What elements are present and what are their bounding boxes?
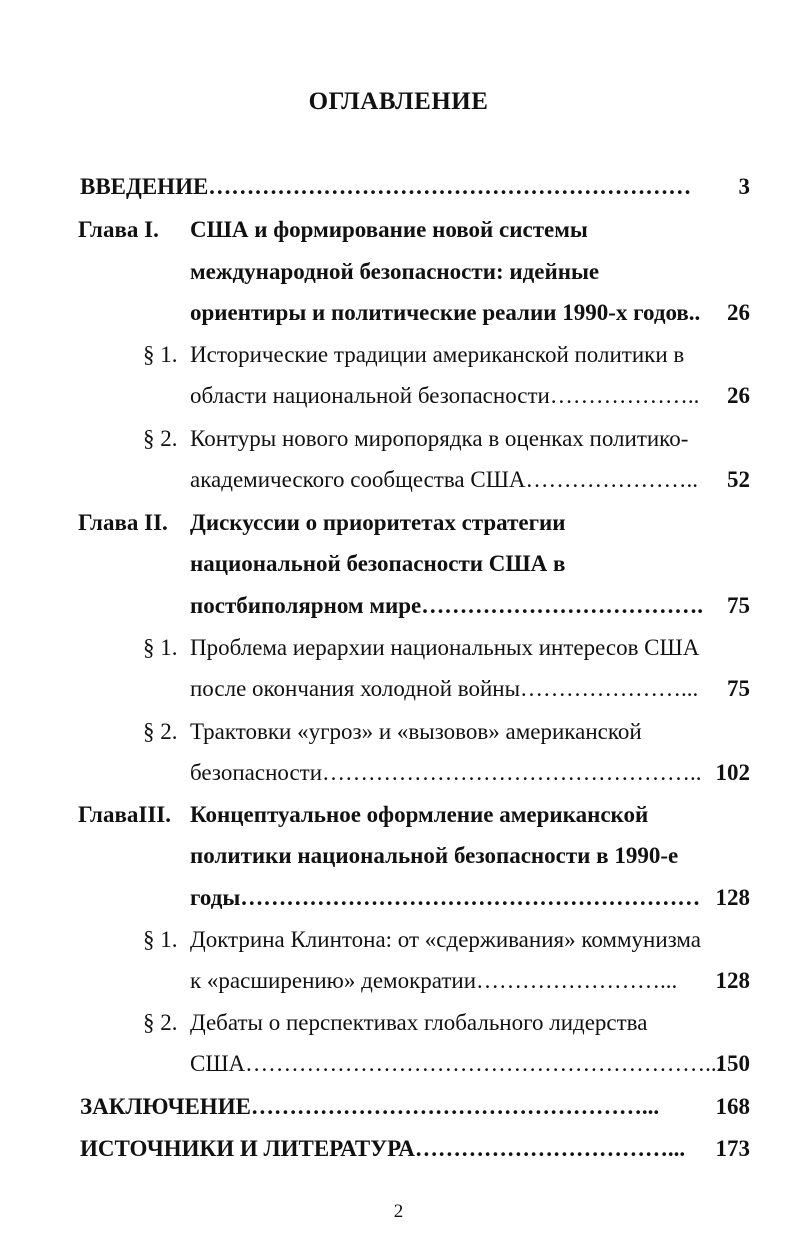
introduction-page: 3: [738, 174, 750, 199]
section-label: § 1.: [143, 927, 178, 952]
conclusion-text: ЗАКЛЮЧЕНИЕ……………………………………………...: [80, 1094, 660, 1119]
section-page: 26: [727, 383, 750, 408]
chapter-3-title-line-2: политики национальной безопасности в 1990-е: [190, 843, 679, 868]
section-title-line-2: к «расширению» демократии……………………...: [190, 968, 678, 993]
section-label: § 2.: [143, 426, 178, 451]
page-title: ОГЛАВЛЕНИЕ: [308, 88, 489, 115]
chapter-3-label: ГлаваIII.: [78, 802, 171, 827]
chapter-1-title-line-3: ориентиры и политические реалии 1990-х годов..: [190, 300, 701, 325]
section-title-line-1: Дебаты о перспективах глобального лидерства: [190, 1010, 648, 1035]
chapter-2-label: Глава II.: [78, 510, 168, 535]
section-title-line-2: после окончания холодной войны…………………...: [190, 676, 699, 701]
chapter-1-title-line-2: международной безопасности: идейные: [190, 259, 600, 284]
section-page: 128: [715, 968, 750, 993]
section-page: 150: [715, 1051, 750, 1076]
page-number: 2: [393, 1201, 404, 1222]
chapter-2-title-line-3: постбиполярном мире……………………………….: [190, 593, 703, 618]
section-title-line-1: Контуры нового миропорядка в оценках политико-: [190, 426, 689, 451]
section-title-line-1: Трактовки «угроз» и «вызовов» американской: [190, 719, 642, 744]
section-label: § 1.: [143, 635, 178, 660]
conclusion-page: 168: [715, 1094, 750, 1119]
section-title-line-2: США……………………………………………………...: [190, 1051, 723, 1076]
chapter-2-page: 75: [727, 593, 750, 618]
section-title-line-1: Проблема иерархии национальных интересов США: [190, 635, 700, 660]
chapter-1-page: 26: [727, 300, 750, 325]
sources-page: 173: [715, 1136, 750, 1161]
introduction-text: ВВЕДЕНИЕ………………………………………………………: [80, 174, 692, 199]
section-title-line-1: Доктрина Клинтона: от «сдерживания» коммунизма: [190, 927, 701, 952]
section-label: § 1.: [143, 342, 178, 367]
chapter-2-title-line-1: Дискуссии о приоритетах стратегии: [190, 510, 566, 535]
section-title-line-1: Исторические традиции американской политики в: [190, 342, 685, 367]
chapter-2-title-line-2: национальной безопасности США в: [190, 551, 566, 576]
section-title-line-2: академического сообщества США…………………..: [190, 467, 699, 492]
section-page: 102: [715, 760, 750, 785]
section-page: 52: [727, 467, 750, 492]
section-label: § 2.: [143, 1010, 178, 1035]
section-label: § 2.: [143, 719, 178, 744]
chapter-3-page: 128: [715, 885, 750, 910]
chapter-1-title-line-1: США и формирование новой системы: [190, 217, 588, 242]
sources-text: ИСТОЧНИКИ И ЛИТЕРАТУРА……………………………...: [80, 1136, 686, 1161]
chapter-3-title-line-1: Концептуальное оформление американской: [190, 802, 649, 827]
section-title-line-2: области национальной безопасности………………..: [190, 383, 700, 408]
chapter-3-title-line-3: годы……………………………………………………: [190, 885, 701, 910]
section-title-line-2: безопасности…………………………………………..: [190, 760, 702, 785]
chapter-1-label: Глава I.: [78, 217, 159, 242]
section-page: 75: [727, 676, 750, 701]
